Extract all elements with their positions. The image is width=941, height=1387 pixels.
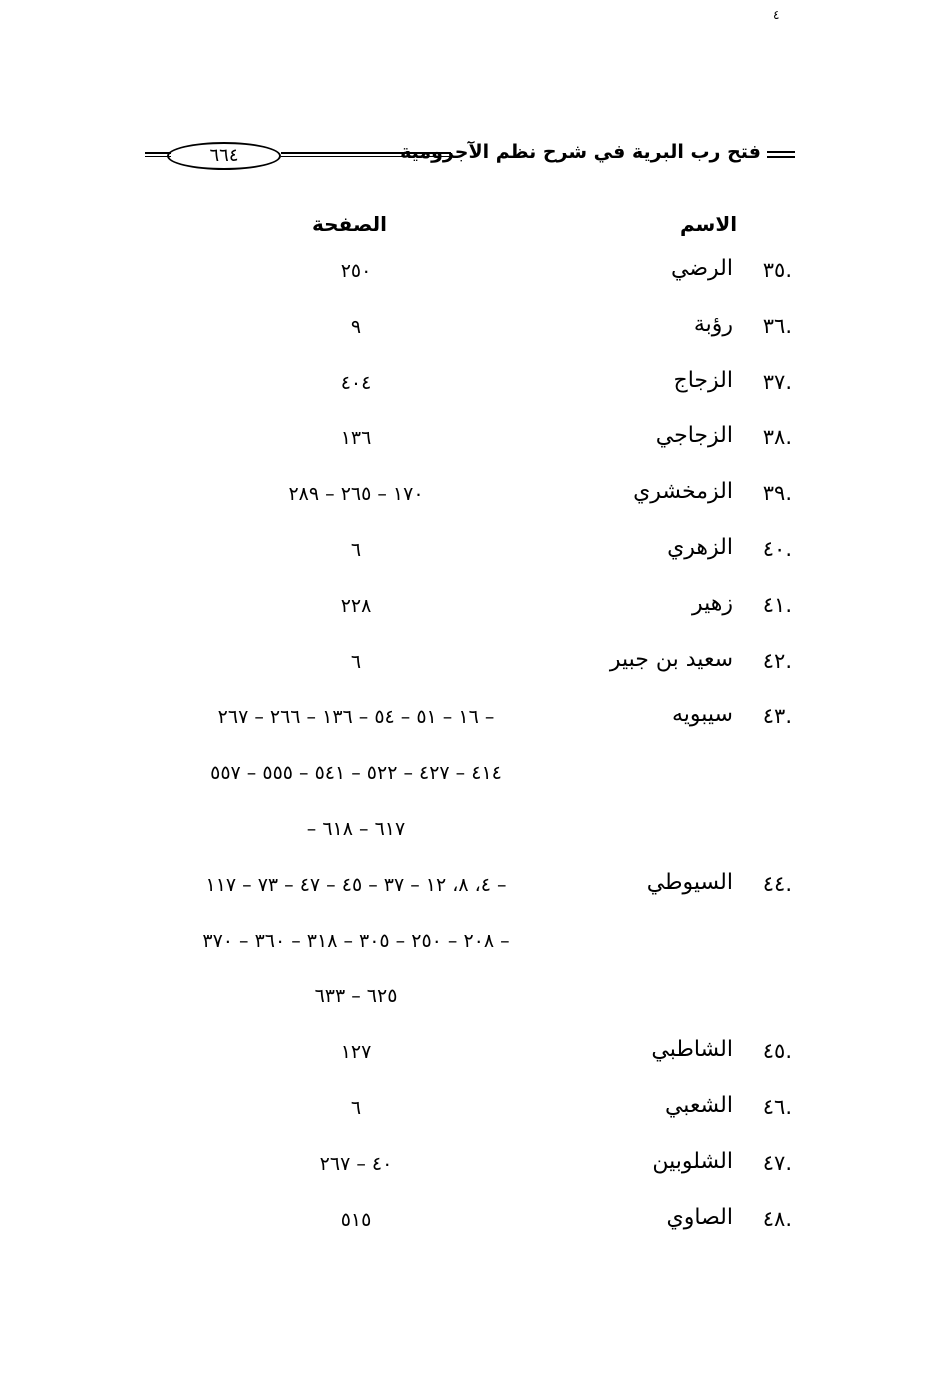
entry-number: ٣٩. <box>762 481 792 506</box>
entry-pages: ١٦ – ٥١ – ٥٤ – ١٣٦ – ٢٦٦ – ٢٦٧ – <box>217 706 495 729</box>
book-title: فتح رب البرية في شرح نظم الآجرومية <box>400 141 761 163</box>
entry-number: ٤٢. <box>762 648 792 673</box>
running-header <box>145 138 795 178</box>
entry-name: الشاطبي <box>651 1037 733 1063</box>
entry-pages: ٤١٤ – ٤٢٧ – ٥٢٢ – ٥٤١ – ٥٥٥ – ٥٥٧ <box>210 762 502 785</box>
entry-name: الشعبي <box>664 1093 733 1118</box>
header-rule-left <box>145 152 171 157</box>
entry-number: ٤٦. <box>762 1095 792 1119</box>
entry-number: ٤١. <box>762 592 792 617</box>
entry-pages: – ٦١٧ – ٦١٨ <box>306 818 406 840</box>
entry-name: الزهري <box>667 535 733 560</box>
name-column-heading: الاسم <box>680 212 738 236</box>
entry-name: رؤبة <box>693 311 733 337</box>
entry-pages: ٩ <box>350 315 362 338</box>
entry-pages: ٢٥٠ <box>340 260 372 282</box>
page-number: ٦٦٤ <box>167 142 281 170</box>
entry-name: سيبويه <box>672 702 733 728</box>
entry-name: الشلوبين <box>652 1148 733 1174</box>
entry-number: ٣٦. <box>762 313 792 338</box>
entry-pages: ١٧٠ – ٢٦٥ – ٢٨٩ <box>288 483 424 506</box>
corner-mark: ٤ <box>773 8 780 22</box>
entry-pages: ٤٠٤ <box>340 371 372 394</box>
entry-pages: ٢٢٨ <box>340 594 372 617</box>
entry-name: الزجاج <box>673 367 733 393</box>
entry-name: السيوطي <box>646 869 733 895</box>
entry-pages: ٦٢٥ – ٦٣٣ <box>314 985 398 1008</box>
header-rule-right <box>767 151 795 158</box>
entry-pages: ٦ <box>350 650 362 673</box>
entry-number: ٣٥. <box>762 258 792 282</box>
entry-number: ٤٤. <box>762 871 792 896</box>
entry-pages: ٦ <box>350 539 362 561</box>
entry-number: ٣٨. <box>762 425 792 450</box>
entry-number: ٤٥. <box>762 1039 792 1064</box>
header-rule-middle <box>281 152 451 157</box>
entry-pages: ٢٠٨ – ٢٥٠ – ٣٠٥ – ٣١٨ – ٣٦٠ – ٣٧٠ – <box>202 929 510 952</box>
entry-number: ٤٧. <box>762 1150 792 1175</box>
entry-name: سعيد بن جبير <box>609 646 733 672</box>
entry-pages: ١٢٧ <box>340 1041 372 1064</box>
entry-number: ٤٣. <box>762 704 792 729</box>
entry-name: زهير <box>691 590 733 616</box>
entry-pages: ٦ <box>350 1097 362 1119</box>
entry-name: الصاوي <box>666 1204 733 1230</box>
entry-name: الزمخشري <box>633 479 733 505</box>
entry-pages: ١٣٦ <box>340 427 372 450</box>
entry-pages: ٤، ٨، ١٢ – ٣٧ – ٤٥ – ٤٧ – ٧٣ – ١١٧ – <box>205 873 507 896</box>
entry-pages: ٥١٥ <box>340 1208 372 1231</box>
entry-name: الرضي <box>671 256 733 281</box>
page-column-heading: الصفحة <box>312 212 388 236</box>
entry-number: ٤٨. <box>762 1206 792 1231</box>
entry-name: الزجاجي <box>655 423 733 449</box>
entry-pages: ٤٠ – ٢٦٧ <box>319 1152 393 1175</box>
entry-number: ٤٠. <box>762 537 792 561</box>
entry-number: ٣٧. <box>762 369 792 394</box>
